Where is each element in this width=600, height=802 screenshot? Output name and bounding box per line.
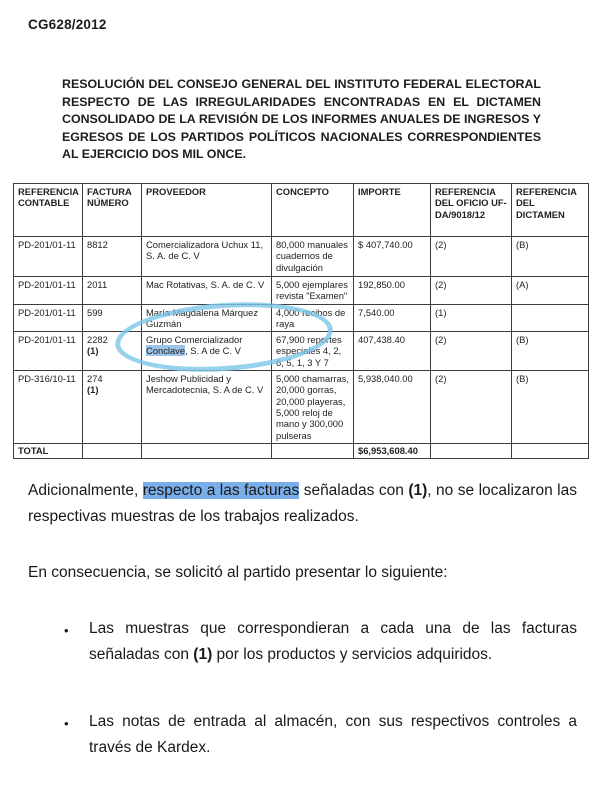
- cell-concepto: 67,900 reportes especiales 4, 2, 6, 5, 1, 3 Y 7: [272, 332, 354, 371]
- cell-oficio: (2): [431, 237, 512, 277]
- bullet-text: [89, 709, 577, 760]
- cell-dictamen: [512, 304, 589, 332]
- table-row: [14, 237, 589, 277]
- factura-note: (1): [87, 384, 99, 396]
- cell-dictamen: (B): [512, 371, 589, 444]
- cell-dictamen: (B): [512, 237, 589, 277]
- cell-concepto: 80,000 manuales cuadernos de divulgación: [272, 237, 354, 277]
- empty-cell: [142, 443, 272, 458]
- header-concepto: CONCEPTO: [272, 184, 354, 237]
- bullet-list: [64, 616, 577, 802]
- header-referencia-contable: REFERENCIA CONTABLE: [14, 184, 83, 237]
- cell-referencia: PD-201/01-11: [14, 277, 83, 305]
- table-row-circled: [14, 332, 589, 371]
- cell-proveedor: Jeshow Publicidad y Mercadotecnia, S. A de C. V: [142, 371, 272, 444]
- cell-oficio: (1): [431, 304, 512, 332]
- factura-number: 274: [87, 373, 103, 385]
- header-proveedor: PROVEEDOR: [142, 184, 272, 237]
- total-label: TOTAL: [14, 443, 83, 458]
- cell-referencia: PD-201/01-11: [14, 304, 83, 332]
- header-referencia-oficio: REFERENCIA DEL OFICIO UF-DA/9018/12: [431, 184, 512, 237]
- header-importe: IMPORTE: [354, 184, 431, 237]
- cell-importe: $ 407,740.00: [354, 237, 431, 277]
- cell-referencia: PD-316/10-11: [14, 371, 83, 444]
- cell-importe: 192,850.00: [354, 277, 431, 305]
- irregularities-table: [13, 183, 589, 459]
- conclave-highlight: Conclave: [146, 345, 186, 357]
- cell-referencia: PD-201/01-11: [14, 237, 83, 277]
- cell-importe: 7,540.00: [354, 304, 431, 332]
- empty-cell: [272, 443, 354, 458]
- cell-proveedor: [142, 332, 272, 371]
- table-header-row: [14, 184, 589, 237]
- cell-factura: [83, 332, 142, 371]
- list-item: [64, 616, 577, 667]
- bullet-icon: •: [64, 623, 69, 638]
- resolution-heading: RESOLUCIÓN DEL CONSEJO GENERAL DEL INSTITUTO FEDERAL ELECTORAL RESPECTO DE LAS IRREGULARIDADES ENCONTRADAS EN EL DICTAMEN CONSOLIDADO DE LA REVISIÓN DE LOS INFORMES ANUALES DE INGRESOS Y EGRESOS DE LOS PARTIDOS POLÍTICOS NACIONALES CORRESPONDIENTES AL EJERCICIO DOS MIL ONCE.: [62, 77, 541, 162]
- cell-oficio: (2): [431, 332, 512, 371]
- cell-dictamen: (A): [512, 277, 589, 305]
- cell-concepto: 5,000 ejemplares revista "Examen": [272, 277, 354, 305]
- cell-referencia: PD-201/01-11: [14, 332, 83, 371]
- empty-cell: [512, 443, 589, 458]
- empty-cell: [83, 443, 142, 458]
- paragraph-consecuencia: En consecuencia, se solicitó al partido presentar lo siguiente:: [28, 564, 448, 581]
- cell-factura: 2011: [83, 277, 142, 305]
- paragraph-text: Adicionalmente,: [28, 482, 143, 499]
- cell-importe: 5,938,040.00: [354, 371, 431, 444]
- cell-proveedor: Mac Rotativas, S. A. de C. V: [142, 277, 272, 305]
- header-referencia-dictamen: REFERENCIA DEL DICTAMEN: [512, 184, 589, 237]
- empty-cell: [431, 443, 512, 458]
- table-row: [14, 304, 589, 332]
- table-row: [14, 371, 589, 444]
- cell-dictamen: (B): [512, 332, 589, 371]
- doc-reference: CG628/2012: [28, 17, 107, 32]
- cell-factura: 599: [83, 304, 142, 332]
- bullet-icon: •: [64, 716, 69, 731]
- total-importe: $6,953,608.40: [354, 443, 431, 458]
- table-row: [14, 277, 589, 305]
- factura-note: (1): [87, 345, 99, 357]
- proveedor-text: , S. A de C. V: [185, 345, 241, 357]
- bullet-text: [89, 616, 577, 667]
- header-factura-numero: FACTURA NÚMERO: [83, 184, 142, 237]
- note-marker: (1): [193, 645, 213, 663]
- cell-importe: 407,438.40: [354, 332, 431, 371]
- bullet-segment: por los productos y servicios adquiridos.: [212, 645, 493, 663]
- cell-factura: [83, 371, 142, 444]
- facturas-highlight: respecto a las facturas: [142, 482, 300, 499]
- cell-proveedor: Comercializadora Uchux 11, S. A. de C. V: [142, 237, 272, 277]
- paragraph-text: señaladas con: [299, 482, 409, 499]
- factura-number: 2282: [87, 334, 108, 346]
- cell-concepto: 5,000 chamarras, 20,000 gorras, 20,000 playeras, 5,000 reloj de mano y 300,000 pulseras: [272, 371, 354, 444]
- list-item: [64, 709, 577, 760]
- note-marker: (1): [408, 482, 428, 499]
- bullet-segment: Las notas de entrada al almacén, con sus respectivos controles a través de Kardex.: [89, 713, 577, 756]
- paragraph-adicionalmente: [28, 478, 577, 529]
- cell-proveedor: María Magdalena Márquez Guzmán: [142, 304, 272, 332]
- cell-oficio: (2): [431, 277, 512, 305]
- proveedor-text: Grupo Comercializador: [146, 334, 243, 346]
- cell-factura: 8812: [83, 237, 142, 277]
- bullet-segment: Las muestras que correspondieran a cada una de las facturas señaladas con: [89, 620, 577, 663]
- cell-concepto: 4,000 recibos de raya: [272, 304, 354, 332]
- cell-oficio: (2): [431, 371, 512, 444]
- table-total-row: [14, 443, 589, 458]
- paragraph-text: , no se localizaron las respectivas muestras de los trabajos realizados.: [28, 482, 577, 525]
